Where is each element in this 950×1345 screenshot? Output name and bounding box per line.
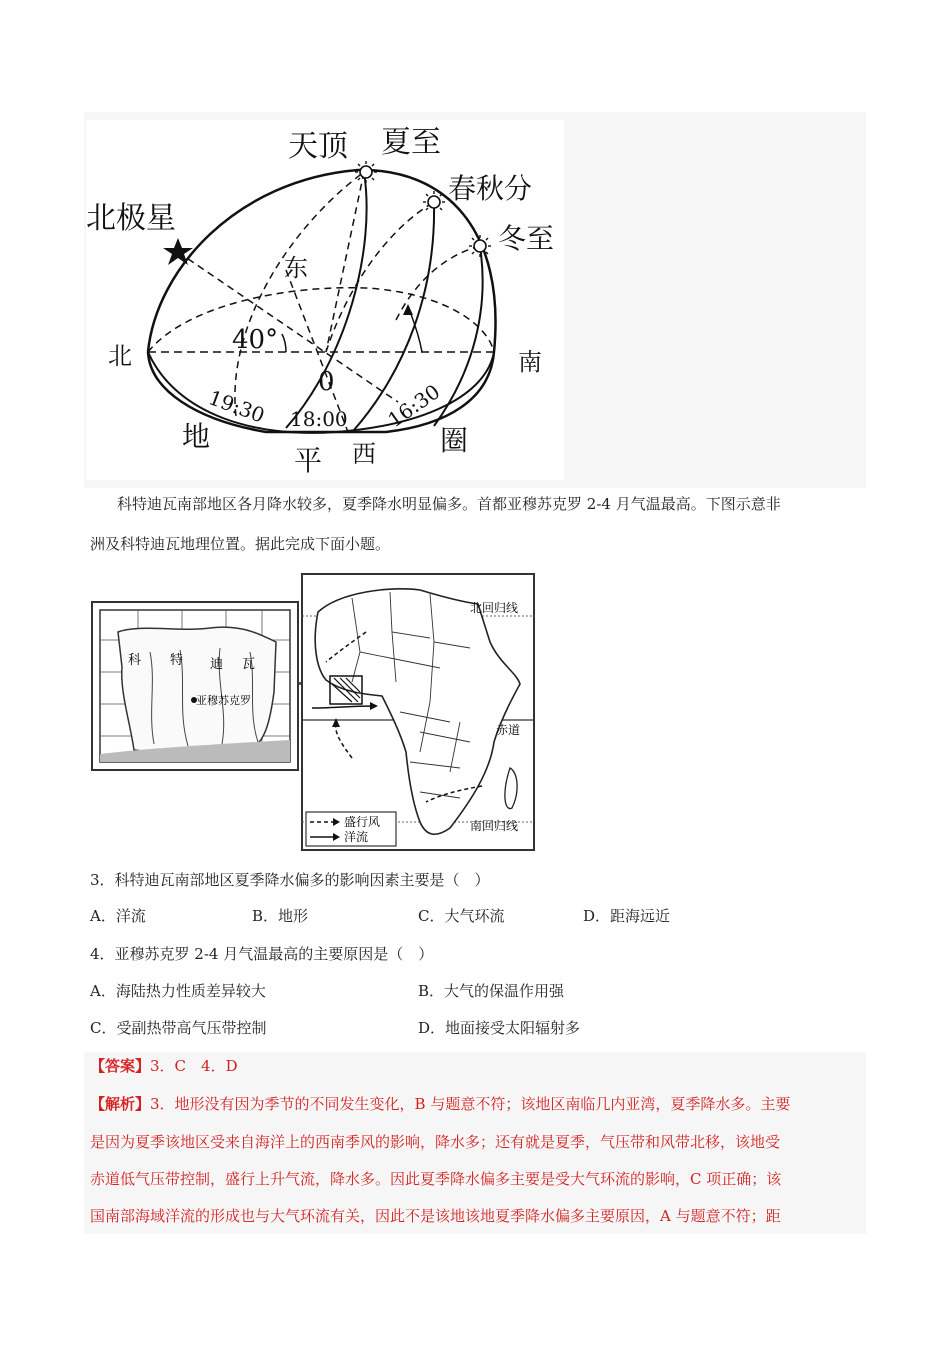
label-summer-solstice: 夏至	[381, 125, 441, 160]
intro-line-1: 科特迪瓦南部地区各月降水较多，夏季降水明显偏多。首都亚穆苏克罗 2-4 月气温最高。下图示意非	[117, 495, 781, 513]
q4-option-a: A．海陆热力性质差异较大	[90, 982, 266, 1000]
label-equator: 赤道	[496, 723, 521, 737]
label-tropic-north: 北回归线	[470, 601, 519, 615]
q3-option-b: B．地形	[252, 907, 309, 925]
analysis-label: 【解析】	[90, 1095, 151, 1113]
celestial-sphere-diagram	[86, 120, 564, 480]
label-equinox: 春秋分	[448, 172, 533, 205]
legend-current-label: 洋流	[344, 830, 369, 844]
label-north: 北	[108, 342, 132, 370]
analysis-line-2: 是因为夏季该地区受来自海洋上的西南季风的影响，降水多；还有就是夏季，气压带和风带北移，该地受	[90, 1133, 781, 1151]
inset-label-k: 科	[128, 653, 142, 668]
inset-label-d: 迪	[210, 657, 224, 672]
label-polaris: 北极星	[86, 201, 176, 236]
inset-label-w: 瓦	[242, 657, 256, 672]
label-horizon-1: 地	[182, 420, 211, 453]
analysis-line-1	[90, 1094, 790, 1114]
q4-stem: 4．亚穆苏克罗 2-4 月气温最高的主要原因是（ ）	[90, 945, 434, 963]
q4-option-c: C．受副热带高气压带控制	[90, 1019, 267, 1037]
q4-option-b: B．大气的保温作用强	[418, 982, 565, 1000]
label-angle: 40°	[232, 325, 279, 355]
q3-option-a: A．洋流	[90, 907, 146, 925]
label-south: 南	[518, 348, 542, 376]
intro-line-2: 洲及科特迪瓦地理位置。据此完成下面小题。	[90, 535, 391, 553]
legend-wind-label: 盛行风	[344, 815, 381, 829]
capital-label: 亚穆苏克罗	[196, 694, 251, 707]
q3-option-c: C．大气环流	[418, 907, 505, 925]
label-origin: 0	[318, 367, 335, 397]
answer-line	[90, 1056, 238, 1076]
label-time-1630: 16:30	[383, 379, 445, 433]
label-horizon-2: 平	[294, 444, 323, 477]
q3-option-d: D．距海远近	[583, 907, 671, 925]
label-horizon-3: 圈	[440, 424, 469, 457]
inset-label-t: 特	[170, 653, 184, 668]
label-zenith: 天顶	[288, 129, 348, 164]
answer-text: 3．C 4．D	[150, 1057, 238, 1075]
label-time-1930: 19:30	[205, 385, 268, 428]
label-east: 东	[284, 254, 308, 282]
label-west: 西	[352, 440, 376, 468]
label-winter-solstice: 冬至	[498, 222, 555, 255]
answer-label: 【答案】	[90, 1057, 151, 1075]
analysis-text-1: 3．地形没有因为季节的不同发生变化，B 与题意不符；该地区南临几内亚湾，夏季降水多。主要	[150, 1095, 791, 1113]
polaris-star-icon	[163, 238, 193, 265]
sun-path-equinox-back	[326, 202, 434, 352]
label-time-1800: 18:00	[290, 407, 348, 431]
africa-map-figure	[90, 572, 540, 854]
horizon-back	[148, 288, 494, 352]
q4-option-d: D．地面接受太阳辐射多	[418, 1019, 581, 1037]
sun-path-summer-back	[235, 172, 364, 416]
analysis-line-3: 赤道低气压带控制，盛行上升气流，降水多。因此夏季降水偏多主要是受大气环流的影响，C 项正确；该	[90, 1170, 782, 1188]
analysis-line-4: 国南部海域洋流的形成也与大气环流有关，因此不是该地该地夏季降水偏多主要原因，A 与题意不符；距	[90, 1207, 781, 1225]
q3-stem: 3．科特迪瓦南部地区夏季降水偏多的影响因素主要是（ ）	[90, 871, 490, 889]
label-tropic-south: 南回归线	[470, 819, 519, 833]
angle-arc	[282, 334, 286, 352]
